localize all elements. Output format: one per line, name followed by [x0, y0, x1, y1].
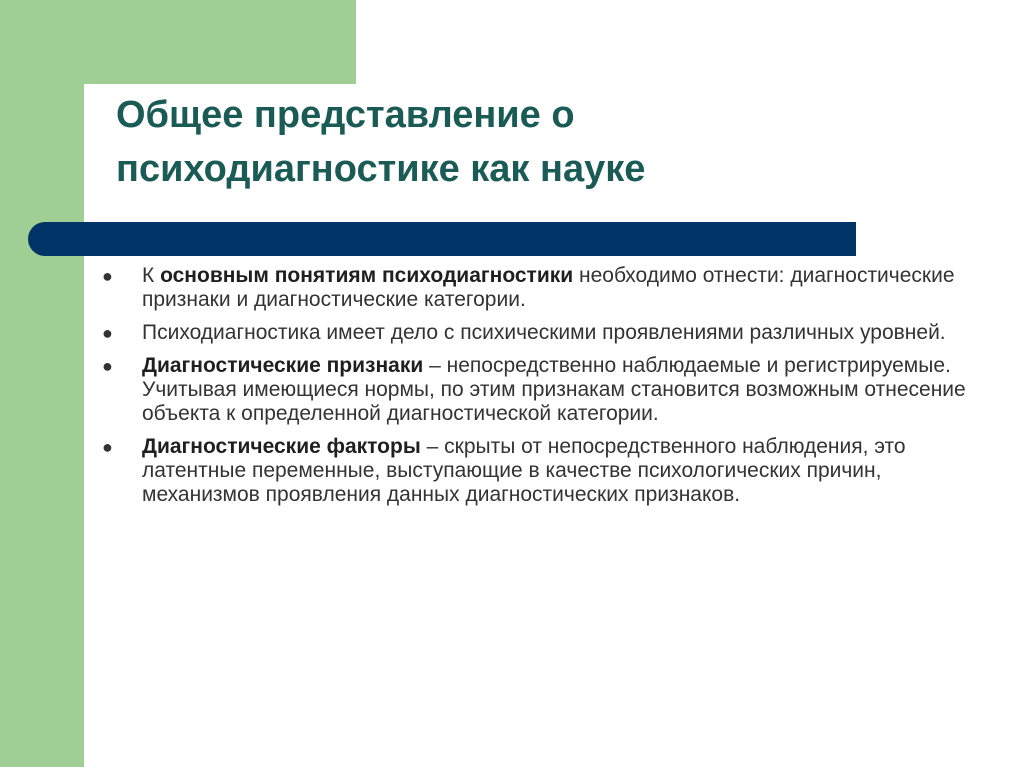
bullet-text-bold: Диагностические признаки [142, 354, 424, 377]
bullet-dot-icon: ● [102, 437, 113, 457]
bullet-text-pre: К [142, 264, 161, 287]
bullet-list [100, 264, 970, 516]
title-divider-bar [28, 222, 856, 256]
decorative-green-sidebar [0, 0, 84, 767]
bullet-text-bold: Диагностические факторы [142, 435, 421, 458]
bullet-text-post: – непосредственно наблюдаемые и регистрируемые. Учитывая имеющиеся нормы, по этим признакам становится возможным отнесение объекта к определенной диагностической категории. [142, 354, 966, 425]
bullet-text [142, 354, 966, 425]
bullet-text [142, 264, 955, 311]
bullet-text [142, 321, 946, 344]
bullet-item-3 [100, 354, 970, 426]
bullet-dot-icon: ● [102, 266, 113, 286]
bullet-text-post: – скрыты от непосредственного наблюдения, это латентные переменные, выступающие в качестве психологических причин, механизмов проявления данных диагностических признаков. [142, 435, 906, 506]
bullet-text-bold: основным понятиям психодиагностики [160, 264, 574, 287]
decorative-green-header-block [0, 0, 356, 84]
slide-title: Общее представление о психодиагностике как науке [116, 94, 646, 190]
bullet-dot-icon: ● [102, 323, 113, 343]
bullet-item-1 [100, 264, 970, 312]
bullet-text-pre: Психодиагностика имеет дело с психическими проявлениями различных уровней. [142, 321, 946, 344]
bullet-item-4 [100, 435, 970, 507]
bullet-text-post: необходимо отнести: диагностические признаки и диагностические категории. [142, 264, 955, 311]
bullet-text [142, 435, 906, 506]
bullet-dot-icon: ● [102, 356, 113, 376]
bullet-item-2 [100, 321, 970, 345]
